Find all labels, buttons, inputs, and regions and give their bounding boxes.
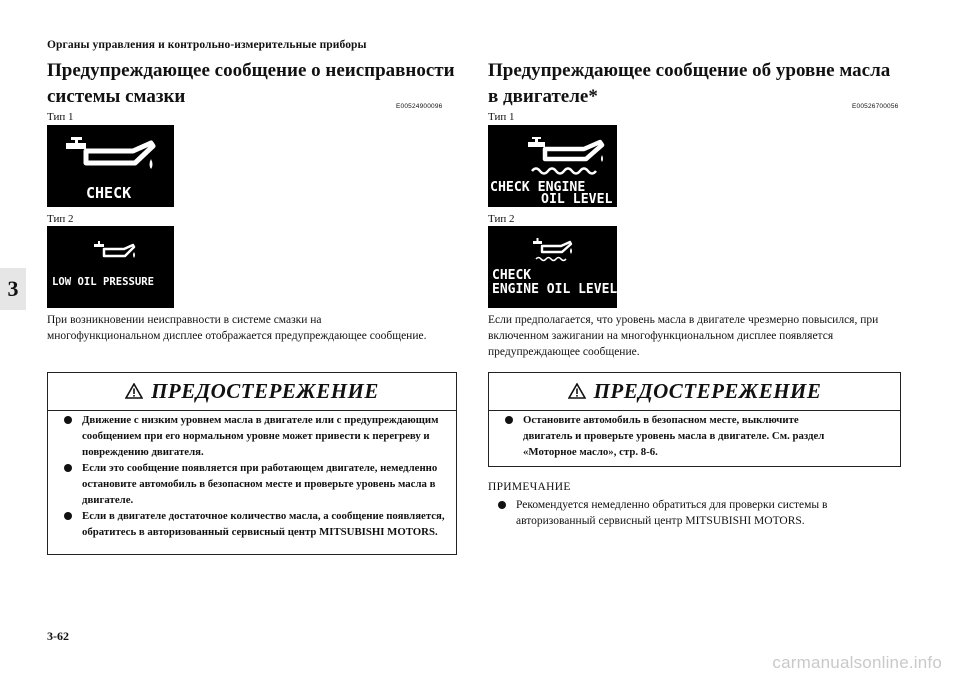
running-header: Органы управления и контрольно-измерительные приборы [47, 39, 367, 51]
left-warning-divider [48, 410, 456, 411]
list-item: Движение с низким уровнем масла в двигателе или с предупреждающим сообщением при его нормальном уровне может привести к перегреву и повреждению двигателя. [60, 412, 445, 460]
left-warning-header [48, 377, 456, 405]
right-type1-text-line2: OIL LEVEL [541, 192, 613, 207]
oil-can-level-icon [532, 237, 576, 263]
warning-triangle-icon [125, 383, 143, 399]
watermark: carmanualsonline.info [772, 653, 942, 672]
warning-triangle-icon [568, 383, 586, 399]
right-title-line2: в двигателе* [488, 86, 598, 107]
left-type2-display [47, 226, 174, 308]
left-warning-title: ПРЕДОСТЕРЕЖЕНИЕ [151, 378, 379, 403]
left-type2-label: Тип 2 [47, 213, 74, 225]
right-description: Если предполагается, что уровень масла в двигателе чрезмерно повысился, при включенном зажигании на многофункциональном дисплее появляется предупреждающее сообщение. [488, 314, 879, 358]
chapter-tab: 3 [0, 268, 26, 310]
left-title-line2: системы смазки [47, 86, 186, 107]
right-type2-text-line1: CHECK [492, 268, 532, 283]
list-item: Если в двигателе достаточное количество масла, а сообщение появляется, обратитесь в авторизованный сервисный центр MITSUBISHI MOTORS. [60, 508, 445, 540]
note-list [488, 497, 893, 529]
oil-can-icon [63, 137, 158, 173]
list-item: Рекомендуется немедленно обратиться для проверки системы в авторизованный сервисный центр MITSUBISHI MOTORS. [488, 497, 893, 529]
list-item: Остановите автомобиль в безопасном месте, выключите двигатель и проверьте уровень масла в двигателе. См. раздел «Моторное масло», стр. 8-6. [501, 412, 831, 460]
right-title-line1: Предупреждающее сообщение об уровне масла [488, 60, 891, 81]
left-description: При возникновении неисправности в системе смазки на многофункциональном дисплее отображается предупреждающее сообщение. [47, 314, 427, 342]
right-warning-header [489, 377, 900, 405]
left-warning-list [60, 412, 445, 540]
left-section-code: E00524900096 [396, 103, 443, 110]
oil-can-level-icon [526, 137, 610, 177]
right-type2-display [488, 226, 617, 308]
right-type1-text-line1: CHECK ENGINE [490, 180, 586, 195]
right-type1-display [488, 125, 617, 207]
left-type1-label: Тип 1 [47, 111, 74, 123]
right-section-title [488, 58, 908, 110]
right-warning-title: ПРЕДОСТЕРЕЖЕНИЕ [593, 378, 822, 403]
right-type2-text-line2: ENGINE OIL LEVEL [492, 282, 617, 297]
note-title: ПРИМЕЧАНИЕ [488, 481, 571, 493]
right-section-code: E00526700056 [852, 103, 899, 110]
right-warning-box [488, 372, 901, 467]
right-warning-divider [489, 410, 900, 411]
list-item: Если это сообщение появляется при работающем двигателе, немедленно остановите автомобиль в безопасном месте и проверьте уровень масла в двигателе. [60, 460, 445, 508]
left-type1-text: CHECK [86, 184, 132, 202]
right-warning-list [501, 412, 831, 460]
oil-can-icon [93, 240, 137, 260]
left-title-line1: Предупреждающее сообщение о неисправности [47, 60, 455, 81]
left-type1-display [47, 125, 174, 207]
right-type1-label: Тип 1 [488, 111, 515, 123]
left-warning-box [47, 372, 457, 555]
page-number: 3-62 [47, 629, 69, 643]
right-type2-label: Тип 2 [488, 213, 515, 225]
left-type2-text: LOW OIL PRESSURE [52, 276, 155, 288]
